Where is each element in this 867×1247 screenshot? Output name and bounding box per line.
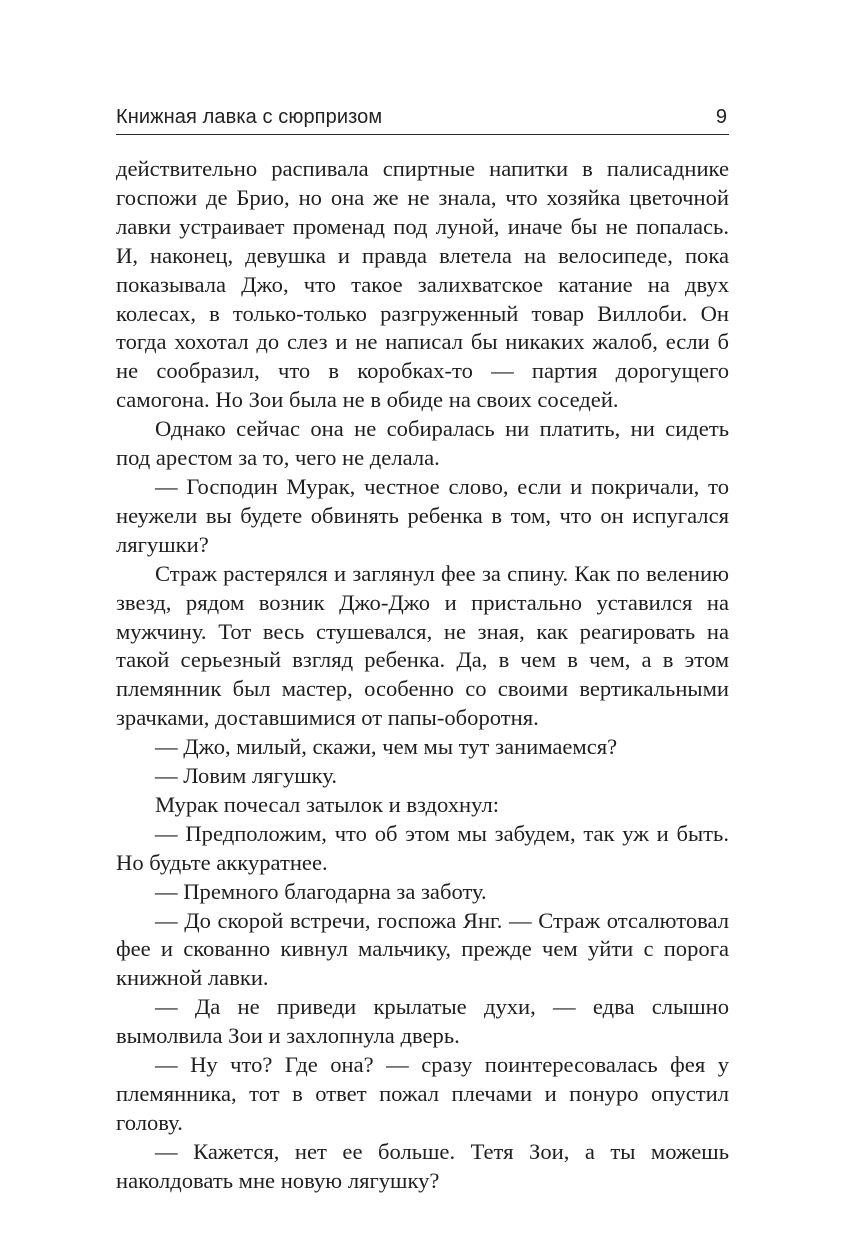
running-header <box>116 100 729 135</box>
page-number: 9 <box>715 106 727 128</box>
paragraph: Однако сейчас она не собиралась ни платить, ни сидеть под арестом за то, чего не делала. <box>116 416 729 471</box>
paragraph: — Да не приведи крылатые духи, — едва слышно вымолвила Зои и захлопнула дверь. <box>116 994 729 1049</box>
paragraph: — Господин Мурак, честное слово, если и покричали, то неужели вы будете обвинять ребенка в том, что он испугался лягушки? <box>116 473 729 557</box>
paragraph: — Ну что? Где она? — сразу поинтересовалась фея у племянника, тот в ответ пожал плечами и понуро опустил голову. <box>116 1052 729 1135</box>
paragraph: — Премного благодарна за заботу. <box>155 878 487 904</box>
body-text <box>116 155 729 1196</box>
paragraph: — Предположим, что об этом мы забудем, так уж и быть. Но будьте аккуратнее. <box>116 820 729 875</box>
paragraph: — Джо, милый, скажи, чем мы тут занимаемся? <box>155 734 618 760</box>
paragraph: Страж растерялся и заглянул фее за спину. Как по велению звезд, рядом возник Джо-Джо и пристально уставился на мужчину. Тот весь стушевался, не зная, как реагировать на такой серьезный взгляд ребенка. Да, в чем в чем, а в этом племянник был мастер, особенно со своими вертикальными зрачками, доставшимися от папы-оборотня. <box>116 560 729 731</box>
paragraph: — Ловим лягушку. <box>155 763 337 789</box>
paragraph: Мурак почесал затылок и вздохнул: <box>155 791 500 817</box>
paragraph: — До скорой встречи, госпожа Янг. — Страж отсалютовал фее и скованно кивнул мальчику, прежде чем уйти с порога книжной лавки. <box>116 907 729 991</box>
paragraph: действительно распивала спиртные напитки в палисаднике госпожи де Брио, но она же не знала, что хозяйка цветочной лавки устраивает променад под луной, иначе бы не попалась. И, наконец, девушка и правда влетела на велосипеде, пока показывала Джо, что такое залихватское катание на двух колесах, в только-только разгруженный товар Виллоби. Он тогда хохотал до слез и не написал бы никаких жалоб, если б не сообразил, что в коробках-то — партия дорогущего самогона. Но Зои была не в обиде на своих соседей. <box>116 156 729 413</box>
paragraph: — Кажется, нет ее больше. Тетя Зои, а ты можешь наколдовать мне новую лягушку? <box>116 1138 729 1193</box>
book-title: Книжная лавка с сюрпризом <box>116 106 383 128</box>
